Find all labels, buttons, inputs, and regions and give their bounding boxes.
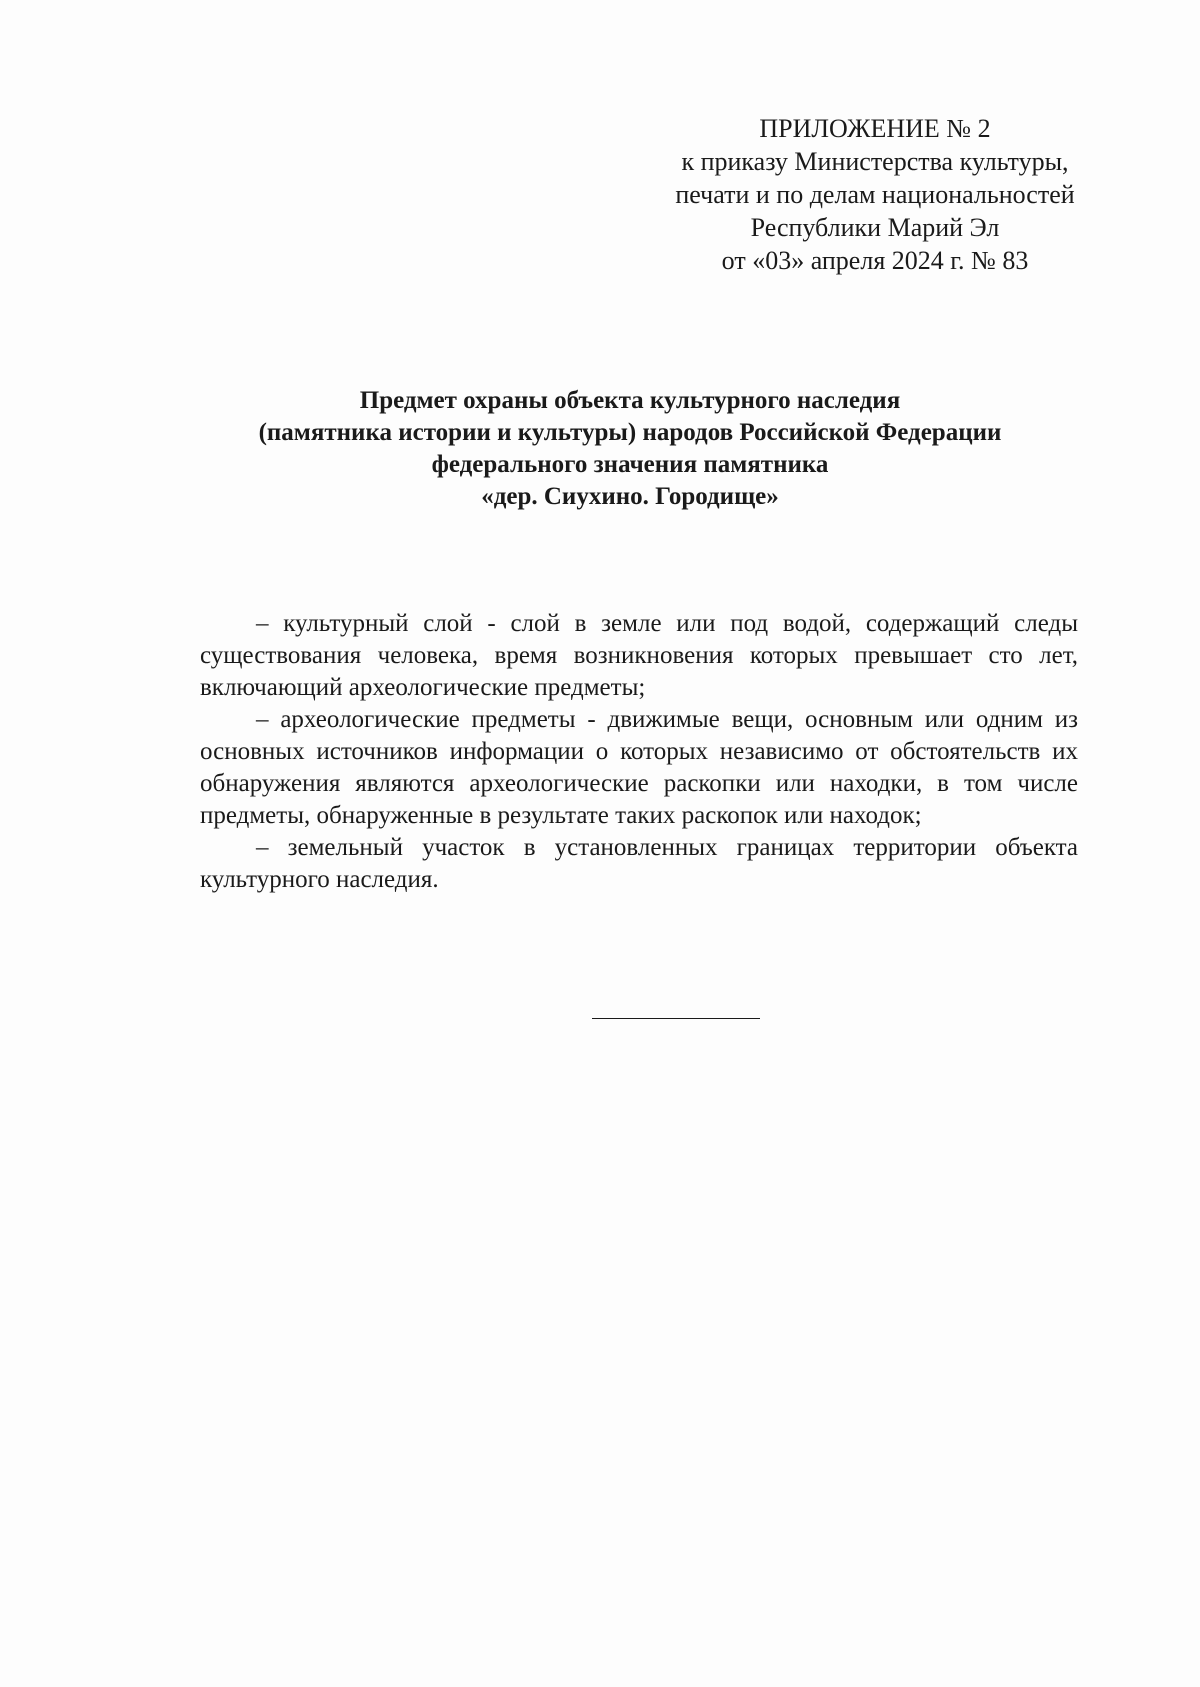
annex-number: ПРИЛОЖЕНИЕ № 2 bbox=[759, 114, 991, 143]
document-body bbox=[200, 608, 1078, 896]
annex-header bbox=[640, 112, 1110, 277]
annex-order-ref: к приказу Министерства культуры, bbox=[681, 147, 1069, 176]
list-item: – археологические предметы - движимые вещи, основным или одним из основных источников информации о которых независимо от обстоятельств их обнаружения являются археологические раскопки или находки, в том числе предметы, обнаруженные в результате таких раскопок или находок; bbox=[200, 706, 1078, 829]
title-line: Предмет охраны объекта культурного наследия bbox=[359, 387, 901, 414]
title-line: федерального значения памятника bbox=[431, 451, 829, 478]
annex-republic: Республики Марий Эл bbox=[750, 213, 1000, 242]
title-line: «дер. Сиухино. Городище» bbox=[481, 483, 779, 510]
annex-ministry: печати и по делам национальностей bbox=[675, 180, 1075, 209]
end-separator bbox=[592, 1018, 760, 1019]
list-item: – земельный участок в установленных границах территории объекта культурного наследия. bbox=[200, 834, 1078, 893]
title-line: (памятника истории и культуры) народов Российской Федерации bbox=[258, 419, 1002, 446]
document-title bbox=[190, 385, 1070, 513]
list-item: – культурный слой - слой в земле или под водой, содержащий следы существования человека, время возникновения которых превышает сто лет, включающий археологические предметы; bbox=[200, 610, 1078, 701]
annex-date: от «03» апреля 2024 г. № 83 bbox=[721, 246, 1029, 275]
